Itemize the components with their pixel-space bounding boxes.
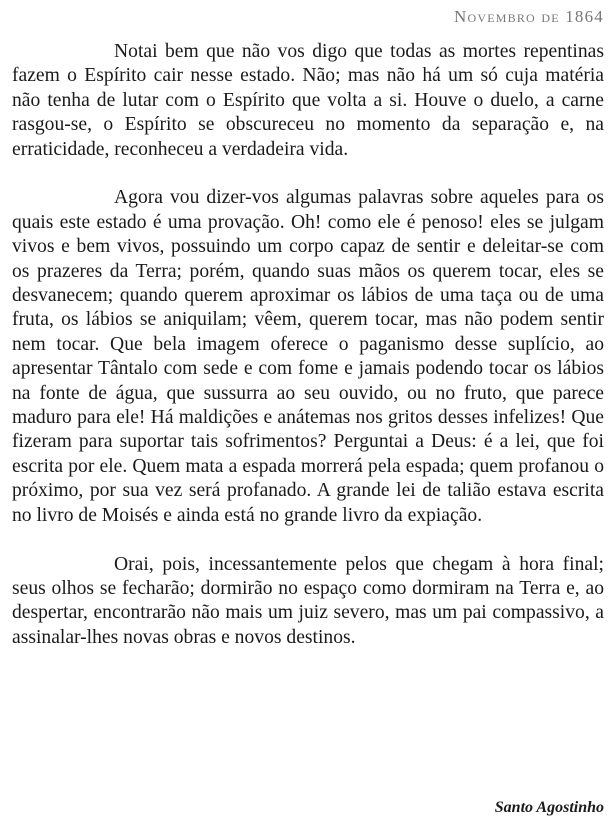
paragraph-3: Orai, pois, incessantemente pelos que chegam à hora final; seus olhos se fecharão; dormirão no espaço como dormiram na Terra e, ao despertar, encontrarão não mais um juiz severo, mas um pai compassivo, a assinalar-lhes novas obras e novos destinos. [12, 553, 604, 648]
running-header: Novembro de 1864 [454, 7, 604, 26]
document-page [12, 0, 604, 837]
paragraph-1: Notai bem que não vos digo que todas as mortes repentinas fazem o Espírito cair nesse estado. Não; mas não há um só cuja matéria não tenha de lutar com o Espírito que volta a si. Houve o duelo, a carne rasgou-se, o Espírito se obscureceu no momento da separação e, na erraticidade, reconheceu a verdadeira vida. [12, 41, 604, 160]
author-signature: Santo Agostinho [494, 799, 604, 816]
body-text [12, 40, 604, 650]
paragraph-2: Agora vou dizer-vos algumas palavras sobre aqueles para os quais este estado é uma provação. Oh! como ele é penoso! eles se julgam vivos e bem vivos, possuindo um corpo capaz de sentir e deleitar-se com os prazeres da Terra; porém, quando suas mãos os querem tocar, eles se desvanecem; quando querem aproximar os lábios de uma taça ou de uma fruta, os lábios se aniquilam; vêem, querem tocar, mas não podem sentir nem tocar. Que bela imagem oferece o paganismo desse suplício, ao apresentar Tântalo com sede e com fome e jamais podendo tocar os lábios na fonte de água, que sussurra ao seu ouvido, ou no fruto, que parece maduro para ele! Há maldições e anátemas nos gritos desses infelizes! Que fizeram para suportar tais sofrimentos? Perguntai a Deus: é a lei, que foi escrita por ele. Quem mata a espada morrerá pela espada; quem profanou o próximo, por sua vez será profanado. A grande lei de talião estava escrita no livro de Moisés e ainda está no grande livro da expiação. [12, 187, 604, 526]
